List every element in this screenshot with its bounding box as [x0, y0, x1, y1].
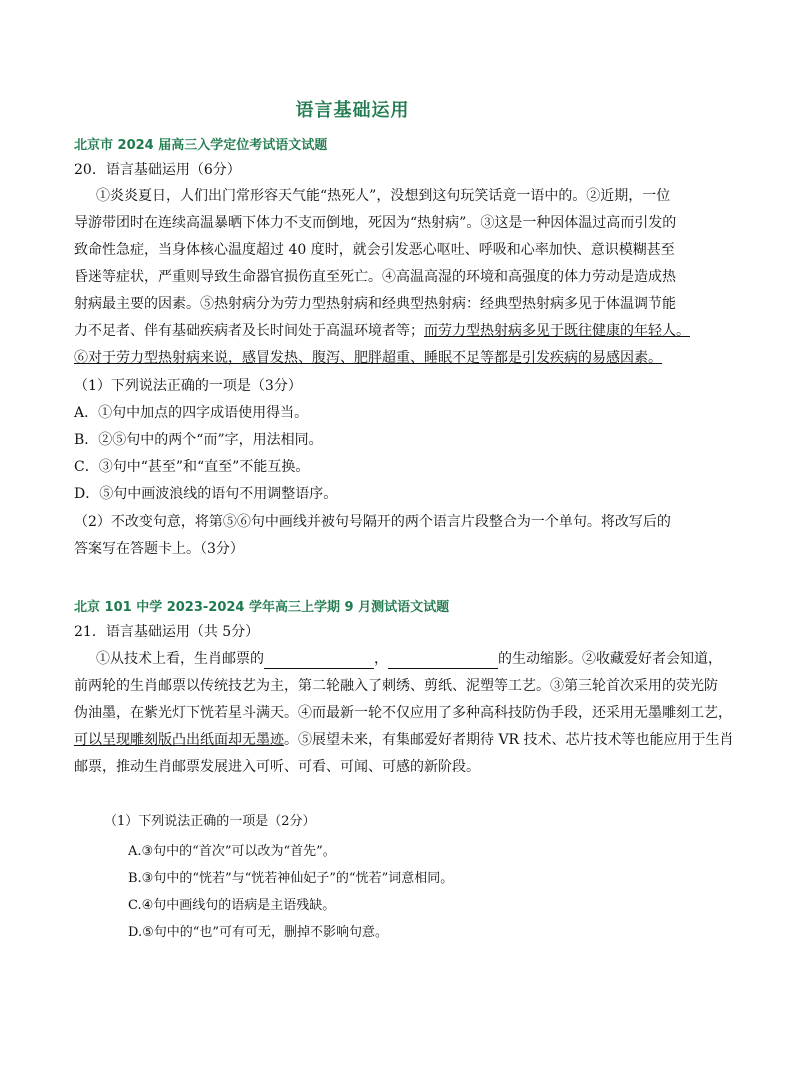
comma: ，	[374, 651, 388, 667]
passage-line: 昏迷等症状，严重则导致生命器官损伤直至死亡。④高温高湿的环境和高强度的体力劳动是造成热	[74, 269, 676, 285]
passage-line	[96, 649, 746, 669]
option-b: B.③句中的“恍若”与“恍若神仙妃子”的“恍若”词意相同。	[128, 871, 454, 886]
option-a: A．①句中加点的四字成语使用得当。	[74, 405, 309, 421]
option-c: C．③句中“甚至”和“直至”不能互换。	[74, 459, 310, 475]
passage-text: ①从技术上看，生肖邮票的	[96, 651, 264, 667]
passage-text: 的生动缩影。②收藏爱好者会知道，	[498, 651, 722, 667]
passage-line: 射病最主要的因素。⑤热射病分为劳力型热射病和经典型热射病：经典型热射病多见于体温调节能	[74, 296, 676, 312]
source-heading-2: 北京 101 中学 2023-2024 学年高三上学期 9 月测试语文试题	[74, 600, 450, 615]
passage-line: 前两轮的生肖邮票以传统技艺为主，第二轮融入了刺绣、剪纸、泥塑等工艺。③第三轮首次采用的荧光防	[74, 678, 718, 694]
answer-blank[interactable]	[388, 653, 498, 669]
sub-question-2-cont: 答案写在答题卡上。（3分）	[74, 541, 244, 557]
source-heading-1: 北京市 2024 届高三入学定位考试语文试题	[74, 138, 328, 153]
sub-question-1: （1）下列说法正确的一项是（2分）	[104, 814, 316, 829]
passage-line	[74, 321, 724, 341]
passage-line	[74, 730, 734, 750]
option-d: D.⑤句中的“也”可有可无，删掉不影响句意。	[128, 925, 389, 940]
option-a: A.③句中的“首次”可以改为“首先”。	[128, 844, 336, 859]
option-d: D．⑤句中画波浪线的语句不用调整语序。	[74, 486, 338, 502]
passage-text: 。⑤展望未来，有集邮爱好者期待 VR 技术、芯片技术等也能应用于生肖	[284, 732, 734, 748]
question-heading-20: 20．语言基础运用（6分）	[74, 162, 241, 178]
option-b: B．②⑤句中的两个“而”字，用法相同。	[74, 432, 323, 448]
answer-blank[interactable]	[264, 653, 374, 669]
option-c: C.④句中画线句的语病是主语残缺。	[128, 898, 336, 913]
passage-line: ①炎炎夏日，人们出门常形容天气能“热死人”，没想到这句玩笑话竟一语中的。②近期，一位	[96, 188, 671, 204]
underlined-sentence: 可以呈现雕刻版凸出纸面却无墨迹	[74, 732, 284, 748]
passage-line: 致命性急症，当身体核心温度超过 40 度时，就会引发恶心呕吐、呼吸和心率加快、意识模糊甚至	[74, 242, 675, 258]
underlined-sentence: ⑥对于劳力型热射病来说，感冒发热、腹泻、肥胖超重、睡眠不足等都是引发疾病的易感因素。	[74, 350, 662, 366]
underlined-sentence: 而劳力型热射病多见于既往健康的年轻人。	[424, 323, 690, 339]
passage-line: 伪油墨，在紫光灯下恍若星斗满天。④而最新一轮不仅应用了多种高科技防伪手段，还采用无墨雕刻工艺，	[74, 705, 732, 721]
sub-question-1: （1）下列说法正确的一项是（3分）	[74, 378, 302, 394]
page-title: 语言基础运用	[295, 100, 410, 121]
passage-line: 导游带团时在连续高温暴晒下体力不支而倒地，死因为“热射病”。③这是一种因体温过高而引发的	[74, 215, 677, 231]
passage-line: 邮票，推动生肖邮票发展进入可听、可看、可闻、可感的新阶段。	[74, 759, 480, 775]
question-heading-21: 21．语言基础运用（共 5分）	[74, 624, 260, 640]
passage-text: 力不足者、伴有基础疾病者及长时间处于高温环境者等；	[74, 323, 424, 339]
passage-line	[74, 348, 724, 368]
sub-question-2: （2）不改变句意，将第⑤⑥句中画线并被句号隔开的两个语言片段整合为一个单句。将改写后的	[74, 514, 671, 530]
